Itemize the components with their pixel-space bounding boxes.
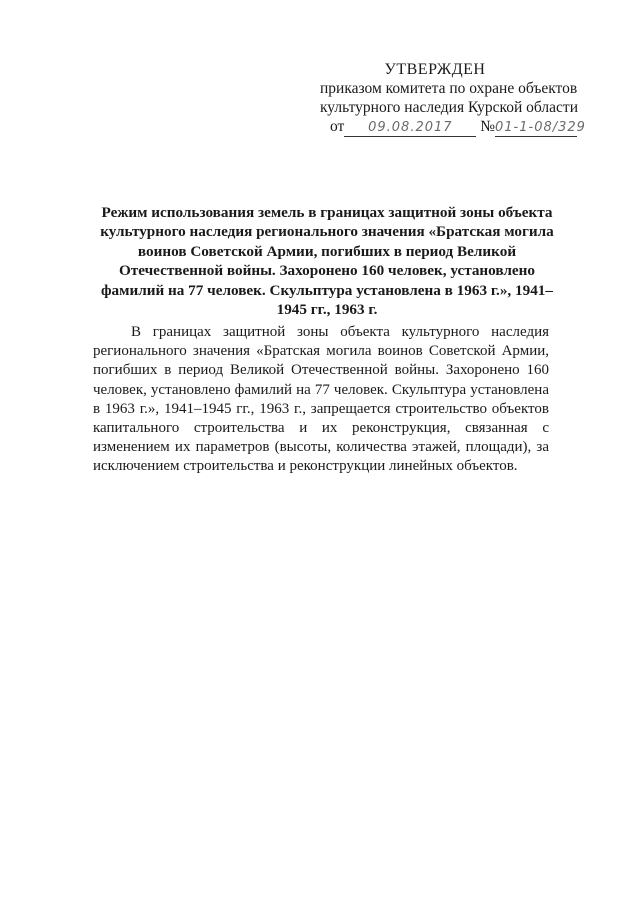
approval-block (300, 60, 600, 137)
handwritten-date: 09.08.2017 (344, 120, 476, 137)
approval-line-2: культурного наследия Курской области (320, 99, 578, 116)
approval-title: УТВЕРЖДЕН (384, 61, 486, 78)
number-prefix: № (480, 118, 495, 135)
document-body-paragraph: В границах защитной зоны объекта культурного наследия регионального значения «Братская могила воинов Советской Армии, погибших в период Великой Отечественной войны. Захоронено 160 человек, установлено фамилий на 77 человек. Скульптура установлена в 1963 г.», 1941–1945 гг., 1963 г., запрещается строительство объектов капитального строительства и их реконструкция, связанная с изменением их параметров (высоты, количества этажей, площади), за исключением строительства и реконструкции линейных объектов. (93, 324, 549, 475)
approval-date-number-line (300, 117, 600, 137)
approval-line-1: приказом комитета по охране объектов (320, 80, 578, 97)
handwritten-number: 01-1-08/329 (495, 120, 586, 135)
date-prefix: от (330, 118, 345, 135)
document-heading: Режим использования земель в границах защитной зоны объекта культурного наследия регионального значения «Братская могила воинов Советской Армии, погибших в период Великой Отечественной войны. Захоронено 160 человек, установлено фамилий на 77 человек. Скульптура установлена в 1963 г.», 1941–1945 гг., 1963 г. (100, 204, 554, 319)
